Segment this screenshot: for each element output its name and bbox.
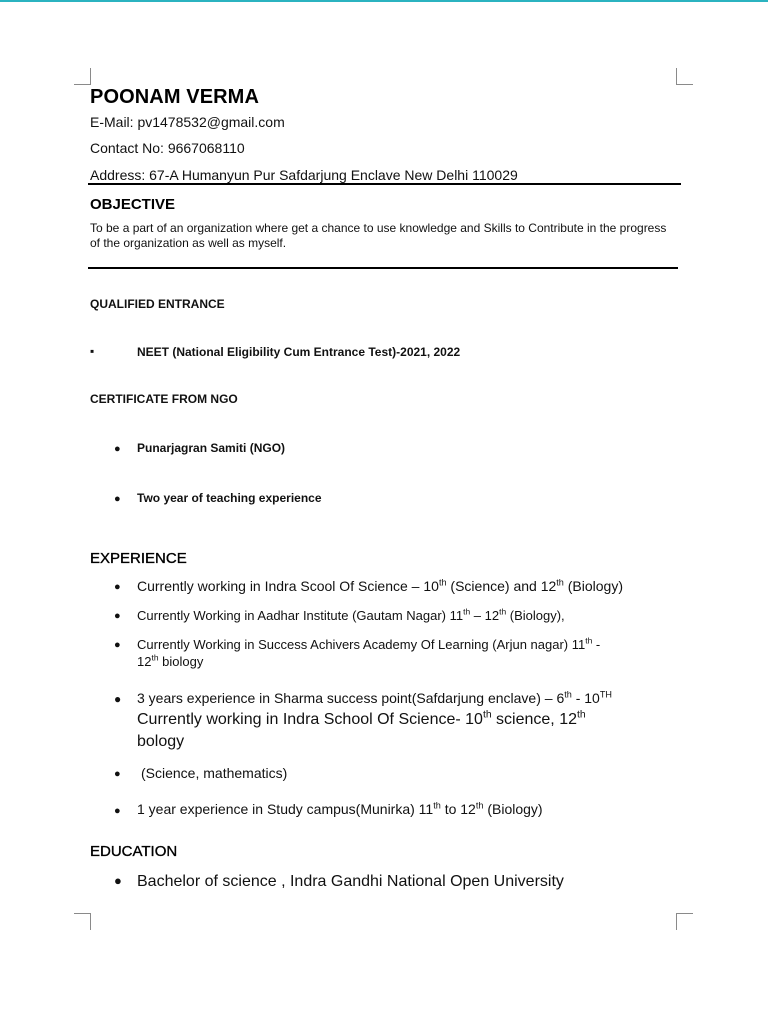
- education-heading-text: EDUCATION: [90, 843, 178, 860]
- email-text: E-Mail: pv1478532@gmail.com: [90, 114, 285, 130]
- objective-divider: [88, 267, 678, 269]
- certificate-item: Punarjagran Samiti (NGO): [137, 441, 286, 455]
- objective-heading: OBJECTIVE: [90, 196, 176, 213]
- header-divider: [88, 183, 681, 185]
- education-item: Bachelor of science , Indra Gandhi National Open University: [137, 873, 564, 890]
- bullet-icon: ●: [114, 581, 121, 593]
- bullet-icon: ●: [114, 873, 122, 888]
- bullet-icon: ●: [114, 639, 121, 651]
- resume-name: POONAM VERMA: [90, 86, 259, 108]
- experience-heading-text: EXPERIENCE: [90, 550, 187, 567]
- certificate-item: Two year of teaching experience: [137, 491, 322, 505]
- education-heading: [90, 843, 177, 860]
- bullet-icon: ●: [114, 610, 121, 622]
- bullet-icon: ●: [114, 692, 122, 706]
- experience-item: (Science, mathematics): [141, 765, 288, 781]
- bullet-icon: ●: [114, 768, 121, 780]
- square-bullet-icon: ▪: [90, 344, 95, 358]
- experience-item: Currently working in Indra Scool Of Science – 10th (Science) and 12th (Biology): [137, 577, 623, 594]
- experience-heading: [90, 550, 187, 567]
- bullet-icon: ●: [114, 493, 121, 505]
- experience-item-continuation: Currently working in Indra School Of Science- 10th science, 12th bology: [137, 709, 586, 750]
- experience-item: Currently Working in Aadhar Institute (Gautam Nagar) 11th – 12th (Biology),: [137, 606, 565, 623]
- qualified-entrance-heading: QUALIFIED ENTRANCE: [90, 297, 225, 311]
- bullet-icon: ●: [114, 443, 121, 455]
- top-accent-line: [0, 0, 768, 2]
- bullet-icon: ●: [114, 805, 121, 817]
- experience-item: 1 year experience in Study campus(Munirka) 11th to 12th (Biology): [137, 800, 543, 817]
- experience-item: 3 years experience in Sharma success point(Safdarjung enclave) – 6th - 10TH: [137, 689, 612, 706]
- contact-number: Contact No: 9667068110: [90, 140, 245, 156]
- address-text: Address: 67-A Humanyun Pur Safdarjung Enclave New Delhi 110029: [90, 167, 518, 183]
- neet-entrance-item: NEET (National Eligibility Cum Entrance Test)-2021, 2022: [137, 345, 461, 359]
- objective-text: To be a part of an organization where get a chance to use knowledge and Skills to Contribute in the progress of the organization as well as myself.: [90, 221, 667, 250]
- experience-item: Currently Working in Success Achivers Academy Of Learning (Arjun nagar) 11th - 12th biology: [137, 635, 601, 669]
- certificate-heading: CERTIFICATE FROM NGO: [90, 392, 238, 406]
